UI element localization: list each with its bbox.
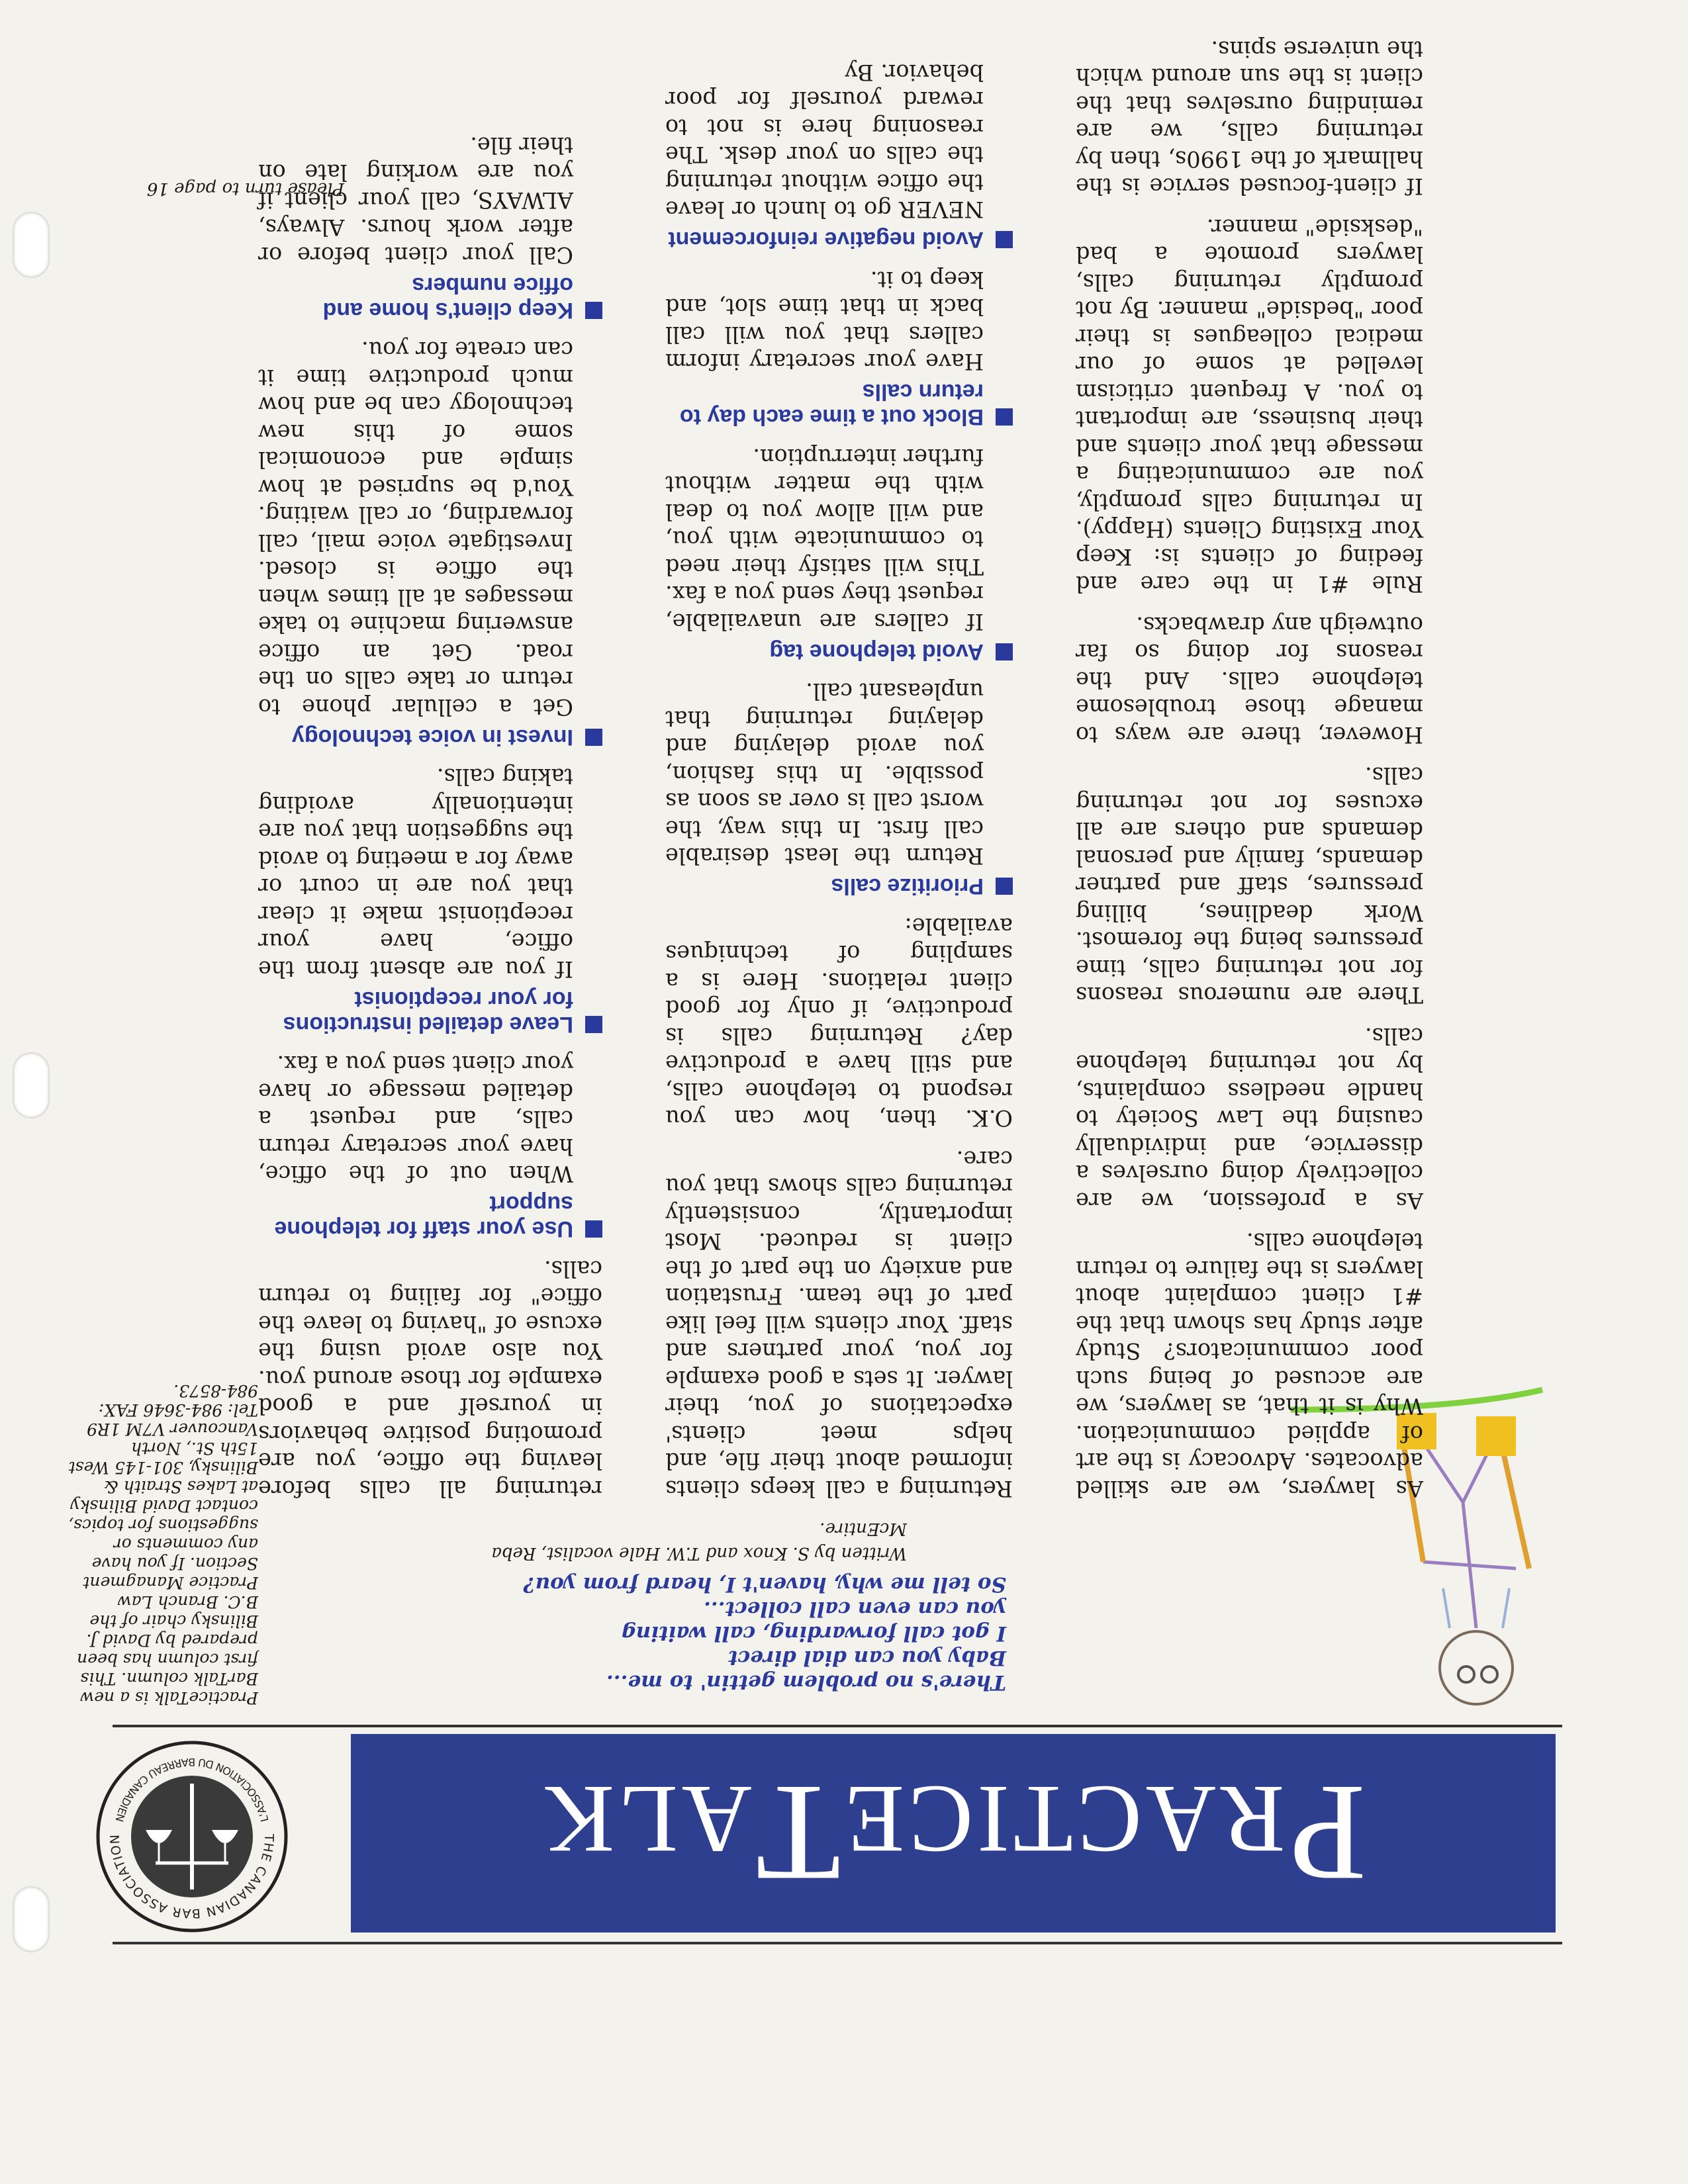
square-bullet-icon (996, 878, 1013, 895)
article-column-1 (1076, 23, 1423, 1503)
paragraph: Returning a call keeps clients informed about their file, and helps meet clients' expectations of you, their lawyer. It sets a good example for you, your partners and staff. Your clients will feel like part of the team. Frustation and anxiety on the part of the client is reduced. Most importantly, consistently returning calls shows that you care. (665, 1146, 1013, 1502)
tip-heading-text: Block out a time each day to return calls (679, 379, 984, 430)
square-bullet-icon (996, 232, 1013, 249)
tip-heading (258, 1192, 602, 1242)
banner-bottom-rule (113, 1725, 1562, 1727)
tip-body: If callers are unavailable, request they send you a fax. This will satisfy their need to communicate with you, and will allow you to deal with the matter without further interruption. (665, 444, 984, 635)
masthead-banner (351, 1734, 1556, 1933)
square-bullet-icon (585, 1016, 602, 1033)
article-column-3 (258, 118, 602, 1503)
lyric-line: So tell me why, haven't I, heard from you? (523, 1572, 1006, 1596)
lyric-line: you can even call collect... (704, 1597, 1006, 1621)
paragraph: Rule #1 in the care and feeding of clients is: Keep Your Existing Clients (Happy). In returning calls promptly, you are communicating a message that your clients and their business, are important to you. A frequent criticism levelled at some of our medical colleagues is their poor "bedside" manner. By not promptly returning calls, lawyers promote a bad "deskside" manner. (1076, 214, 1423, 598)
tip-heading (258, 725, 602, 750)
paragraph: If client-focused service is the hallmark of the 1990s, then by returning calls, we are reminding ourselves that the client is the sun around which the universe spins. (1076, 36, 1423, 200)
tip-body: If you are absent from the office, have your receptionist make it clear that you are in court or away for a meeting to avoid the suggestion that you are intentionally avoiding taking calls. (258, 764, 573, 982)
paragraph: O.K. then, how can you respond to telephone calls, and still have a productive day? Returning calls is productive, if only for good client relations. Here is a sampling of techniques available: (665, 913, 1013, 1132)
binder-hole (13, 212, 50, 278)
seal-bottom-text: L'ASSOCIATION DU BARREAU CANADIEN (113, 1756, 271, 1823)
tip-heading (665, 639, 1013, 664)
paragraph: As lawyers, we are skilled advocates. Advocacy is the art of applied communication. Why is it that, as lawyers, we are accused of being such poor communicators? Study after study has shown that the #1 client complaint about lawyers is the failure to return telephone calls. (1076, 1228, 1423, 1502)
tip-body: Call your client before or after work hours. Always, ALWAYS, call your client if you are working late on their file. (258, 132, 573, 268)
square-bullet-icon (585, 729, 602, 746)
seal-top-text: THE CANADIAN BAR ASSOCIATION (107, 1833, 277, 1921)
tip-heading (665, 874, 1013, 899)
masthead-title: PracticeTalk (539, 1756, 1367, 1911)
lyric-line: I got call forwarding, call waiting (622, 1621, 1006, 1645)
tip-body: NEVER go to lunch or leave the office without returning the calls on your desk. The reasoning here is not to reward yourself for poor behavior. By (665, 60, 984, 223)
tip-heading-text: Prioritize calls (831, 874, 984, 899)
tip-heading (665, 380, 1013, 430)
column-intro-sidebar (60, 1381, 258, 1707)
square-bullet-icon (996, 409, 1013, 426)
cba-seal-logo (93, 1737, 291, 1936)
tip-heading-text: Avoid negative reinforcement (668, 227, 984, 253)
tip-heading-text: Keep client's home and office numbers (322, 273, 573, 323)
tip-body: Have your secretary inform callers that you will call back in that time slot, and keep to it. (665, 267, 984, 375)
tip-heading-text: Leave detailed instructions for your receptionist (283, 987, 573, 1037)
tip-heading (665, 228, 1013, 253)
paragraph: However, there are ways to manage those troublesome telephone calls. And the reasons for doing so far outweigh any drawbacks. (1076, 612, 1423, 748)
square-bullet-icon (585, 302, 602, 319)
tip-heading (258, 273, 602, 323)
lyric-line: Baby you can dial direct (728, 1646, 1006, 1670)
tip-heading-text: Invest in voice technology (291, 725, 573, 750)
binder-hole (13, 1886, 50, 1952)
tip-heading-text: Avoid telephone tag (769, 639, 984, 664)
song-lyrics (430, 1516, 1006, 1694)
square-bullet-icon (996, 643, 1013, 660)
tip-body: Return the least desirable call first. In this way, the worst call is over as soon as possible. In this fashion, you avoid delaying and delaying returning that unpleasant call. (665, 678, 984, 870)
top-rule (113, 1942, 1562, 1944)
tip-heading-text: Use your staff for telephone support (274, 1191, 573, 1242)
tip-body: When out of the office, have your secretary return calls, and request a detailed message or have your client send you a fax. (258, 1051, 573, 1187)
binder-hole (13, 1052, 50, 1118)
lyric-line: There's no problem gettin' to me... (606, 1670, 1006, 1694)
square-bullet-icon (585, 1221, 602, 1238)
paragraph: There are numerous reasons for not returning calls, time pressures being the foremost. Work deadlines, billing pressures, staff and partner demands, family and personal demands and others are all excuses for not returning calls. (1076, 762, 1423, 1009)
tip-body: Get a cellular phone to return or take calls on the road. Get an office answering machine to take messages at all times when the office is closed. Investigate voice mail, call forwarding, or call waiting. You'd be suprised at how simple and economical some of this new technology can be and how much productive time it can create for you. (258, 337, 573, 720)
paragraph: returning all calls before leaving the office, you are promoting positive behaviors in yourself and a good example for those around you. You also avoid using the excuse of "having to leave the office" for failing to return calls. (258, 1256, 602, 1502)
lyrics-credit: Written by S. Knox and T.W. Hale vocalist, Reba McEntire. (491, 1519, 907, 1563)
tip-heading (258, 987, 602, 1037)
continuation-note: Please turn to page 16 (146, 179, 344, 199)
article-column-2 (665, 46, 1013, 1503)
paragraph: As a profession, we are collectively doing ourselves a disservice, and individually causing the Law Society to handle needless complaints, by not returning telephone calls. (1076, 1023, 1423, 1214)
sidebar-text: PracticeTalk is a new BarTalk column. This first column has been prepared by David J. Bilinsky chair of the B.C. Branch Law Practice Managment Section. If you have any comments or suggestions for topics, contact David Bilinsky at Lakes Straith & Bilinsky, 301-145 West 15th St., North Vancouver V7M 1R9 Tel: 984-3646 FAX: 984-8573. (68, 1381, 258, 1707)
